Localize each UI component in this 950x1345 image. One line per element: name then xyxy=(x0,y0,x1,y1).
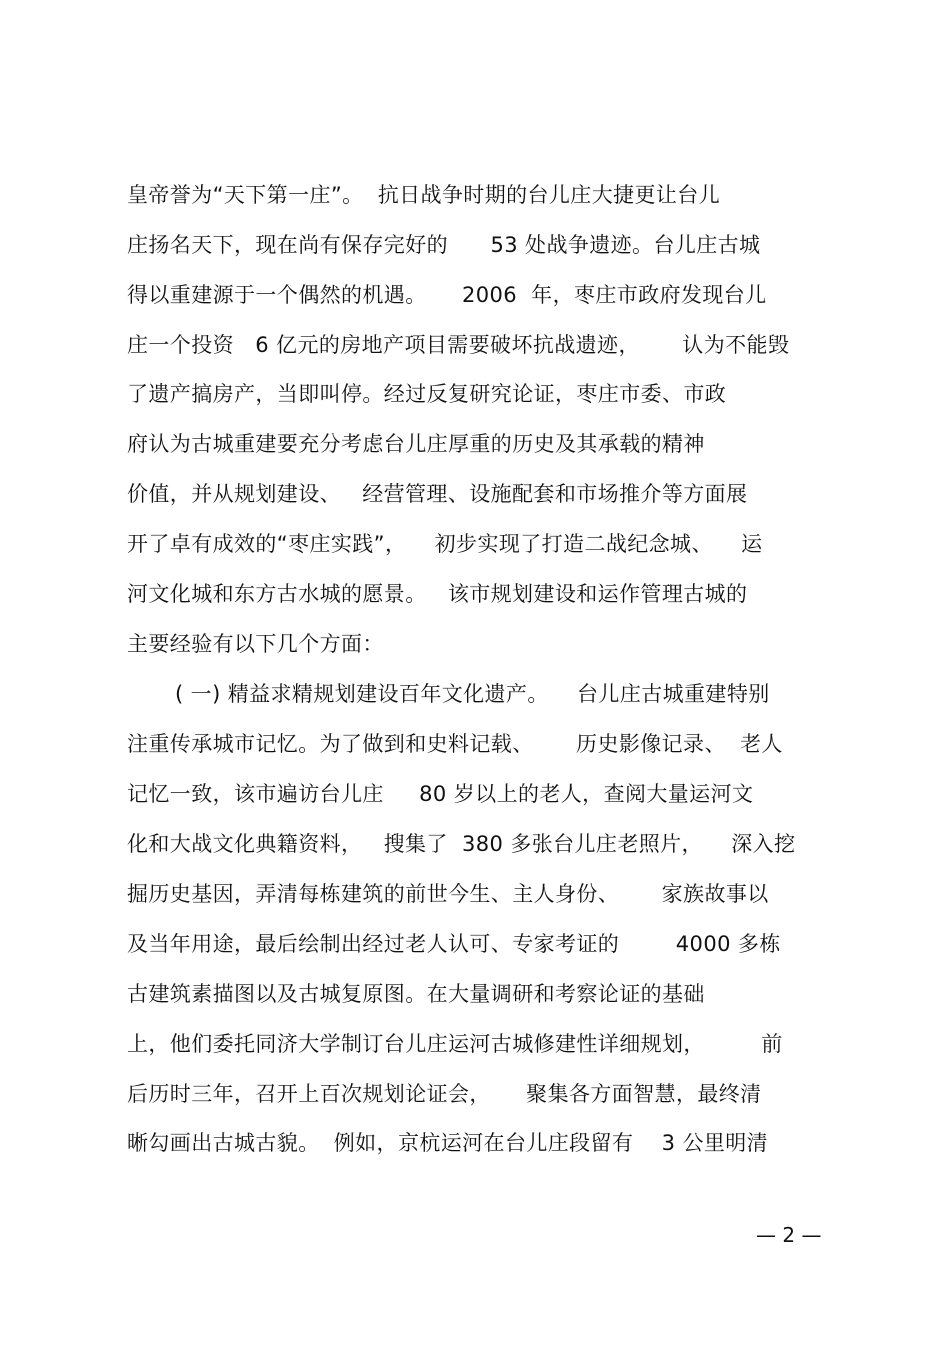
text-line: 开了卓有成效的“枣庄实践”， 初步实现了打造二战纪念城、 运 xyxy=(127,532,763,556)
text-line: 价值，并从规划建设、 经营管理、设施配套和市场推介等方面展 xyxy=(127,482,748,506)
text-line: 上，他们委托同济大学制订台儿庄运河古城修建性详细规划， 前 xyxy=(127,1032,783,1056)
text-line: 皇帝誉为“天下第一庄”。 抗日战争时期的台儿庄大捷更让台儿 xyxy=(127,183,721,207)
text-line: 了遗产搞房产，当即叫停。经过反复研究论证，枣庄市委、市政 xyxy=(127,382,727,406)
text-line: 化和大战文化典籍资料， 搜集了 380 多张台儿庄老照片， 深入挖 xyxy=(127,832,796,856)
text-line: 及当年用途，最后绘制出经过老人认可、专家考证的 4000 多栋 xyxy=(127,932,781,956)
text-line: 掘历史基因，弄清每栋建筑的前世今生、主人身份、 家族故事以 xyxy=(127,882,769,906)
text-line: 庄扬名天下，现在尚有保存完好的 53 处战争遗迹。台儿庄古城 xyxy=(127,233,761,257)
text-line: 晰勾画出古城古貌。 例如，京杭运河在台儿庄段留有 3 公里明清 xyxy=(127,1131,769,1155)
text-line: 主要经验有以下几个方面： xyxy=(127,632,384,656)
text-line: 府认为古城重建要充分考虑台儿庄厚重的历史及其承载的精神 xyxy=(127,432,705,456)
section-heading-line: ( 一) 精益求精规划建设百年文化遗产。 台儿庄古城重建特别 xyxy=(175,682,770,706)
text-line: 后历时三年，召开上百次规划论证会， 聚集各方面智慧，最终清 xyxy=(127,1082,762,1106)
text-line: 注重传承城市记忆。为了做到和史料记载、 历史影像记录、 老人 xyxy=(127,732,783,756)
text-line: 得以重建源于一个偶然的机遇。 2006 年，枣庄市政府发现台儿 xyxy=(127,283,767,307)
text-line: 河文化城和东方古水城的愿景。 该市规划建设和运作管理古城的 xyxy=(127,582,748,606)
text-line: 古建筑素描图以及古城复原图。在大量调研和考察论证的基础 xyxy=(127,982,705,1006)
text-line: 庄一个投资 6 亿元的房地产项目需要破坏抗战遗迹， 认为不能毁 xyxy=(127,333,790,357)
text-line: 记忆一致，该市遍访台儿庄 80 岁以上的老人，查阅大量运河文 xyxy=(127,782,754,806)
page-number: — 2 — xyxy=(756,1223,822,1247)
